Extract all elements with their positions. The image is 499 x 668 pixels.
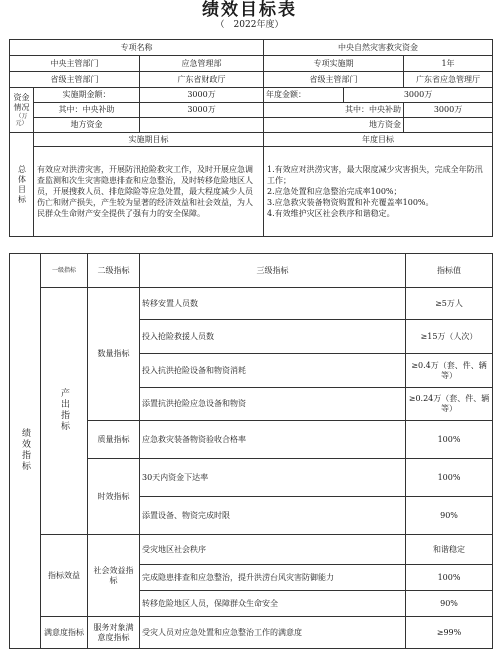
- indicator-name: 30天内资金下达率: [140, 459, 406, 497]
- local-funds-value: [140, 118, 264, 133]
- annual-amount-label: 年度金额：: [264, 88, 344, 103]
- indicator-name: 转移危险地区人员，保障群众生命安全: [140, 591, 406, 617]
- central-dept-value: 应急管理部: [140, 56, 264, 72]
- impl-amount-label: 实施期金额：: [34, 88, 140, 103]
- annual-goal-item: 2.应急处置和应急整治完成率100%；: [267, 187, 402, 196]
- service-satisfaction-label: 服务对象满意度指标: [88, 617, 140, 649]
- indicator-name: 受灾地区社会秩序: [140, 535, 406, 565]
- info-table: [9, 39, 493, 237]
- impl-amount-value: 3000万: [140, 88, 264, 103]
- indicator-value: 100%: [406, 421, 493, 459]
- value-header: 指标值: [406, 254, 493, 288]
- level3-header: 三级指标: [140, 254, 406, 288]
- annual-goal-item: 1.有效应对洪涝灾害，最大限度减少灾害损失，完成全年防汛工作；: [267, 165, 483, 185]
- quantity-indicators-label: 数量指标: [88, 288, 140, 421]
- page-title: 绩效目标表: [202, 0, 297, 20]
- indicator-name: 应急救灾装备物资验收合格率: [140, 421, 406, 459]
- indicator-name: 完成隐患排查和应急整治，提升洪涝台风灾害防御能力: [140, 565, 406, 591]
- level1-header: 一级指标: [41, 254, 88, 288]
- impl-goal-text: 有效应对洪涝灾害，开展防汛抢险救灾工作，及时开展应急调查监测和次生灾害隐患排查和应急整治，及时转移危险地区人员，开展搜救人员、排危除险等应急处置，最大程度减少人员伤亡和财产损失，产生较为显著的经济效益和社会效益，为人民群众生命财产安全提供了强有力的安全保障。: [34, 147, 264, 237]
- indicator-value: 90%: [406, 497, 493, 535]
- indicator-name: 添置抗洪抢险应急设备和物资: [140, 388, 406, 421]
- local-funds-label: 地方资金: [34, 118, 140, 133]
- period-value: 1年: [404, 56, 493, 72]
- prov-dept-label: 省级主管部门: [10, 72, 140, 88]
- annual-amount-value: 3000万: [344, 88, 493, 103]
- period-label: 专项实施期: [264, 56, 404, 72]
- quality-indicators-label: 质量指标: [88, 421, 140, 459]
- indicator-value: 和谐稳定: [406, 535, 493, 565]
- indicator-value: 90%: [406, 591, 493, 617]
- indicator-value: ≥15万（人次）: [406, 320, 493, 354]
- prov-dept-label-2: 省级主管部门: [264, 72, 404, 88]
- central-subsidy-value: 3000万: [140, 103, 264, 118]
- level2-header: 二级指标: [88, 254, 140, 288]
- annual-goal-item: 3.应急救灾装备物资购置和补充覆盖率100%。: [267, 198, 434, 207]
- impl-goal-header: 实施期目标: [34, 133, 264, 147]
- satisfaction-indicators-label: 满意度指标: [41, 617, 88, 649]
- prov-dept-value: 广东省财政厅: [140, 72, 264, 88]
- indicator-value: ≥99%: [406, 617, 493, 649]
- local-funds-label-2: 地方资金: [264, 118, 404, 133]
- indicator-value: ≥5万人: [406, 288, 493, 320]
- indicator-value: 100%: [406, 565, 493, 591]
- social-benefit-label: 社会效益指标: [88, 535, 140, 617]
- indicators-table: [9, 253, 493, 649]
- central-subsidy-value-2: 3000万: [404, 103, 493, 118]
- project-name-value: 中央自然灾害救灾资金: [264, 40, 493, 56]
- indicator-value: ≥0.24万（套、件、辆等）: [406, 388, 493, 421]
- indicator-name: 投入抗洪抢险设备和物资消耗: [140, 354, 406, 388]
- local-funds-value-2: [404, 118, 493, 133]
- indicator-name: 受灾人员对应急处置和应急整治工作的满意度: [140, 617, 406, 649]
- annual-goal-item: 4.有效维护灾区社会秩序和谐稳定。: [267, 209, 395, 218]
- indicator-name: 添置设备、物资完成时限: [140, 497, 406, 535]
- prov-dept-value-2: 广东省应急管理厅: [404, 72, 493, 88]
- annual-goal-header: 年度目标: [264, 133, 493, 147]
- central-subsidy-label-2: 其中：中央补助: [264, 103, 404, 118]
- output-indicators-label: 产出指标: [41, 288, 88, 535]
- annual-goal-list: [264, 147, 493, 237]
- project-name-label: 专项名称: [10, 40, 264, 56]
- indicator-value: ≥0.4万（套、件、辆等）: [406, 354, 493, 388]
- indicator-name: 投入抢险救援人员数: [140, 320, 406, 354]
- indicator-value: 100%: [406, 459, 493, 497]
- funds-side-label: 资金情况 （万元）: [10, 88, 34, 133]
- central-subsidy-label: 其中：中央补助: [34, 103, 140, 118]
- central-dept-label: 中央主管部门: [10, 56, 140, 72]
- goals-side-label: 总体目标: [10, 133, 34, 237]
- indicator-name: 转移安置人员数: [140, 288, 406, 320]
- year-label: （ 2022年度）: [215, 20, 284, 30]
- indicators-side-label: 绩效指标: [10, 254, 41, 649]
- timeliness-indicators-label: 时效指标: [88, 459, 140, 535]
- benefit-indicators-label: 指标效益: [41, 535, 88, 617]
